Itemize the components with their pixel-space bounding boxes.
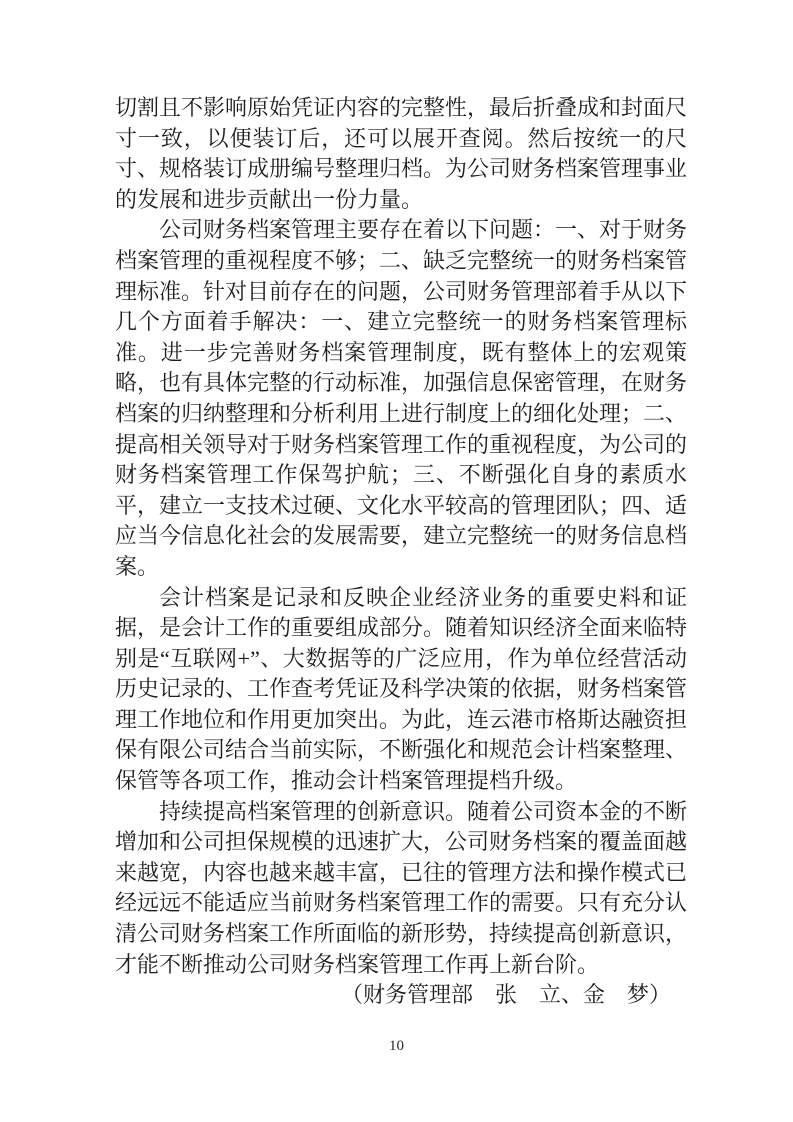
page-number: 10: [389, 1038, 404, 1054]
paragraph-4-innovation-awareness: 持续提高档案管理的创新意识。随着公司资本金的不断增加和公司担保规模的迅速扩大，公司财务档案的覆盖面越来越宽，内容也越来越丰富，已往的管理方法和操作模式已经远远不能适应当前财务档案管理工作的需要。只有充分认清公司财务档案工作所面临的新形势，持续提高创新意识，才能不断推动公司财务档案管理工作再上新台阶。: [115, 798, 688, 977]
paragraph-1-binding-description: 切割且不影响原始凭证内容的完整性，最后折叠成和封面尺寸一致，以便装订后，还可以展开查阅。然后按统一的尺寸、规格装订成册编号整理归档。为公司财务档案管理事业的发展和进步贡献出一份力量。: [115, 95, 688, 212]
paragraph-2-problems-and-solutions: 公司财务档案管理主要存在着以下问题：一、对于财务档案管理的重视程度不够；二、缺乏完整统一的财务档案管理标准。针对目前存在的问题，公司财务管理部着手从以下几个方面着手解决：一、建立完整统一的财务档案管理标准。进一步完善财务档案管理制度，既有整体上的宏观策略，也有具体完整的行动标准，加强信息保密管理，在财务档案的归纳整理和分析利用上进行制度上的细化处理；二、提高相关领导对于财务档案管理工作的重视程度，为公司的财务档案管理工作保驾护航；三、不断强化自身的素质水平，建立一支技术过硬、文化水平较高的管理团队；四、适应当今信息化社会的发展需要，建立完整统一的财务信息档案。: [115, 217, 688, 579]
paragraph-3-accounting-archives: 会计档案是记录和反映企业经济业务的重要史料和证据，是会计工作的重要组成部分。随着知识经济全面来临特别是“互联网+”、大数据等的广泛应用，作为单位经营活动历史记录的、工作查考凭证及科学决策的依据，财务档案管理工作地位和作用更加突出。为此，连云港市格斯达融资担保有限公司结合当前实际，不断强化和规范会计档案整理、保管等各项工作，推动会计档案管理提档升级。: [115, 584, 688, 794]
attribution-line: （财务管理部 张 立、金 梦）: [340, 982, 671, 1008]
document-body: [115, 93, 687, 1011]
